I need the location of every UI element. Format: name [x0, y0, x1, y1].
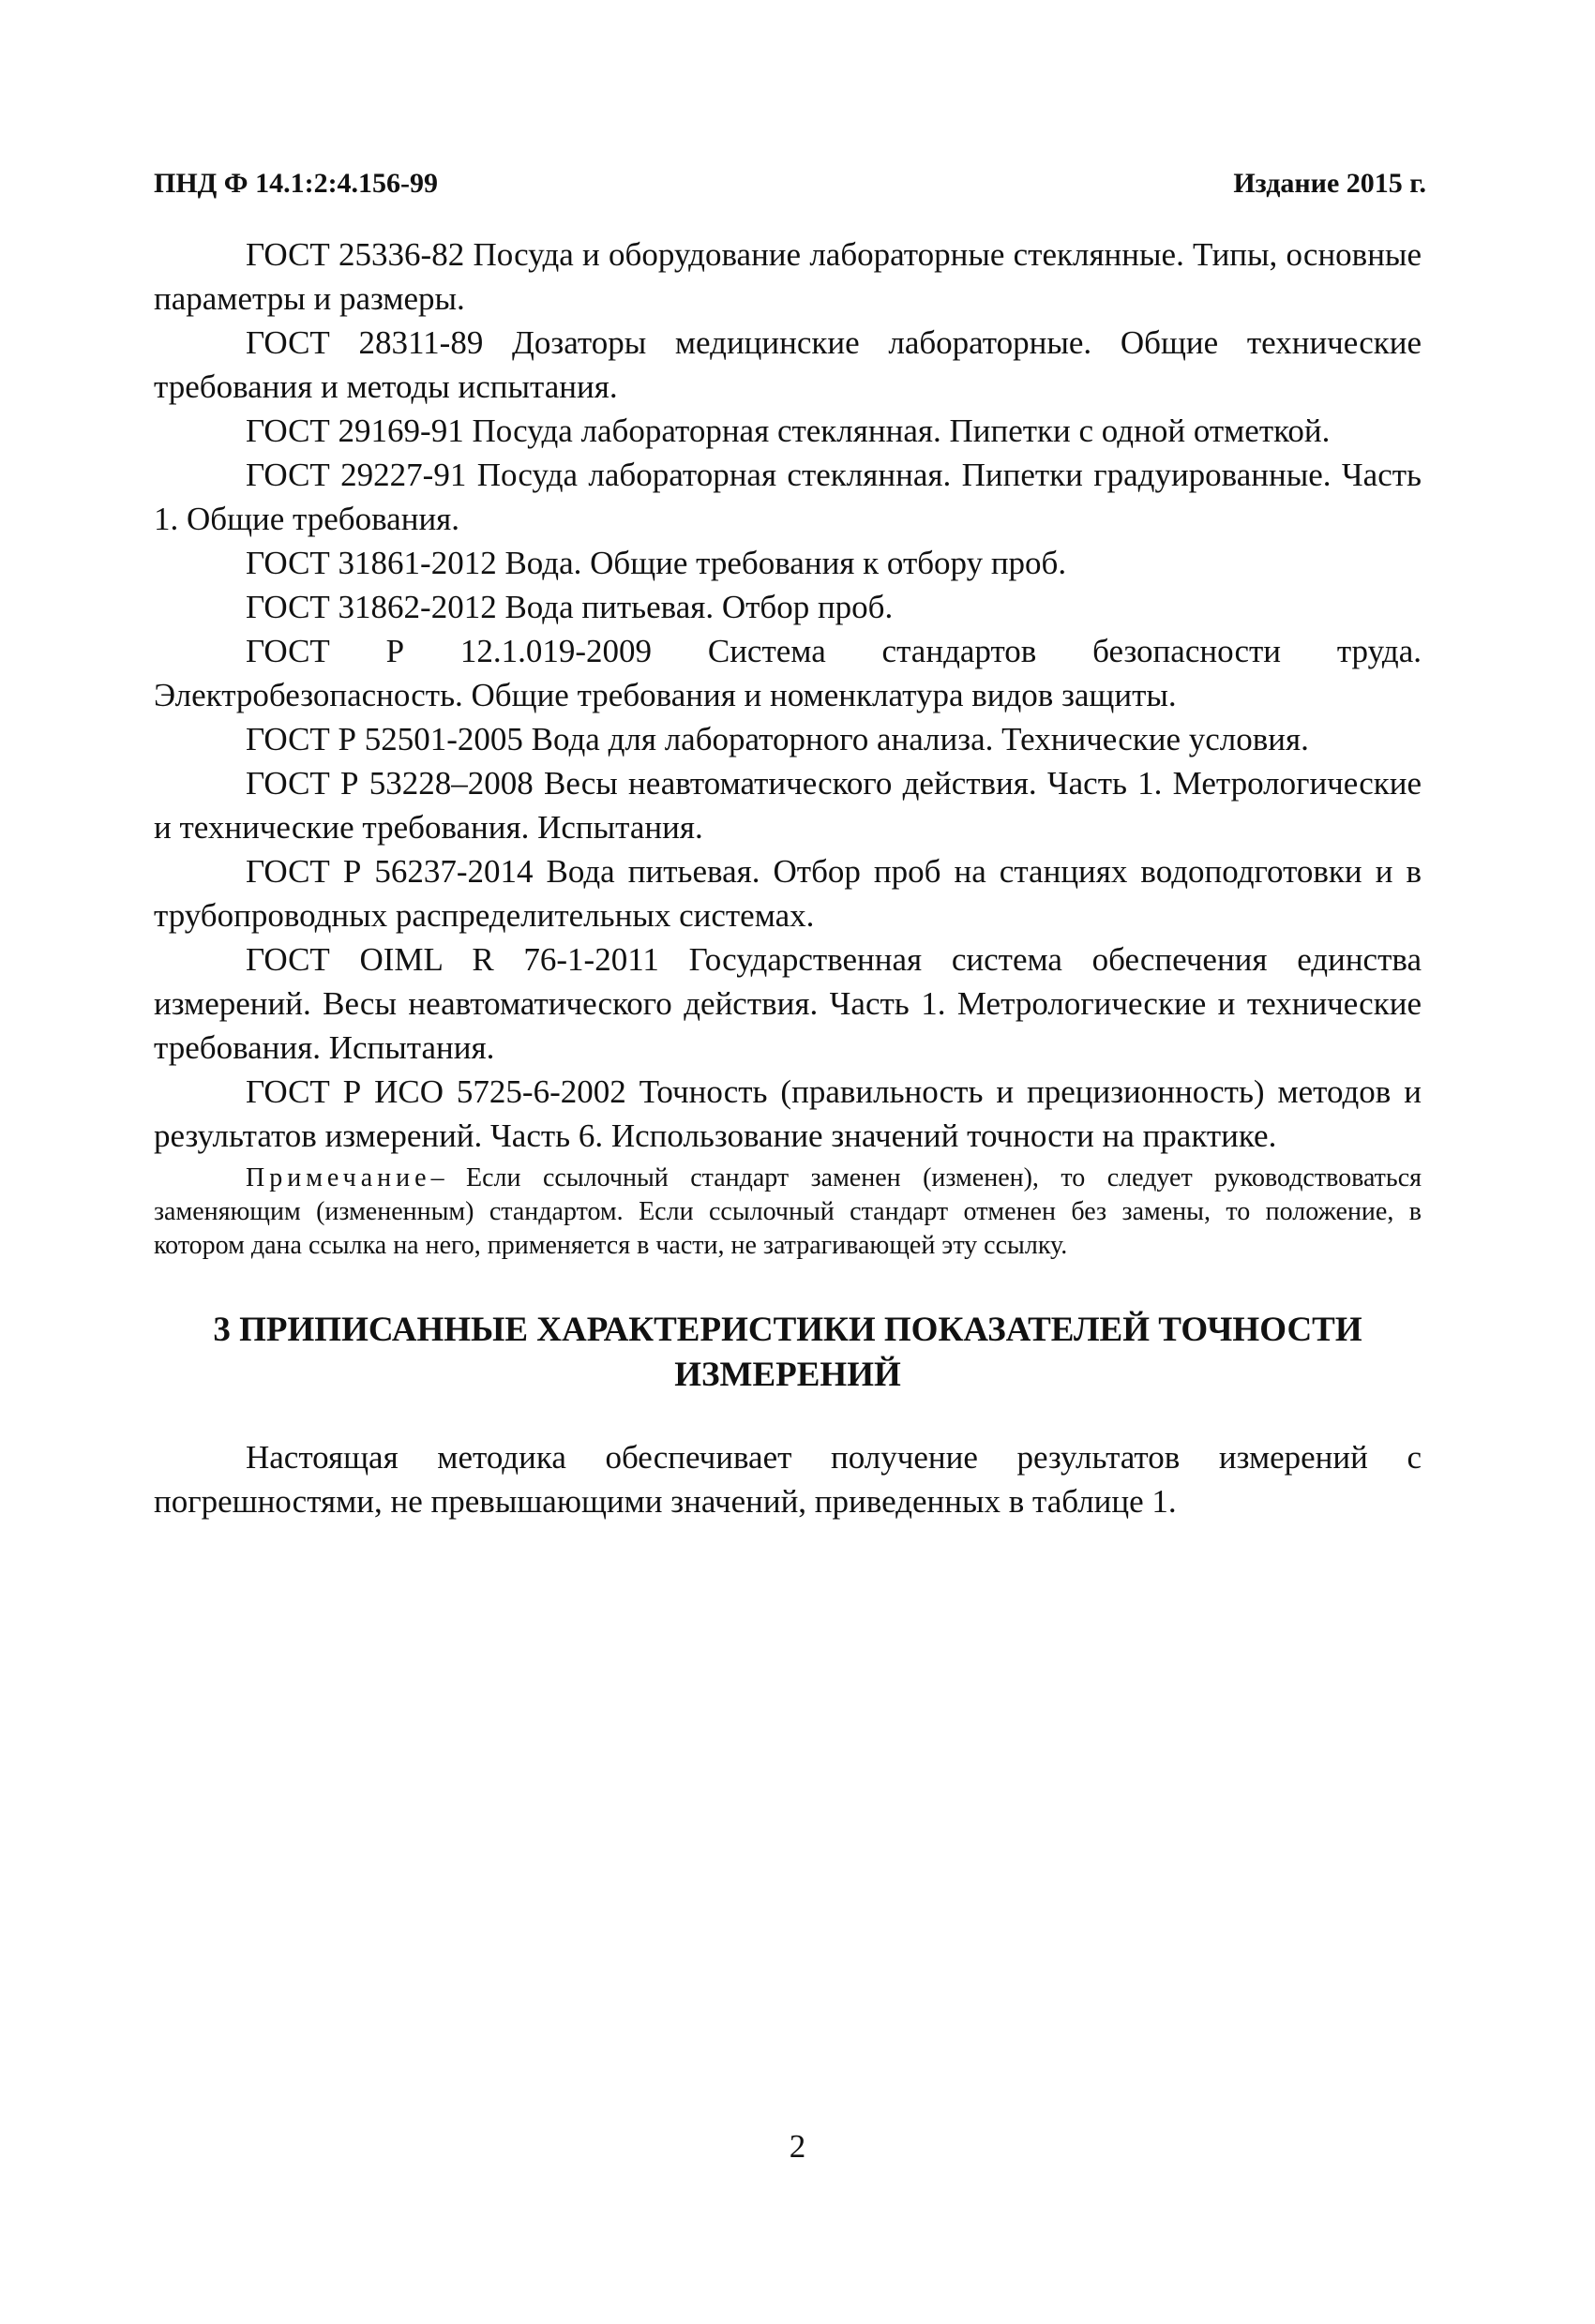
reference-item: ГОСТ Р ИСО 5725-6-2002 Точность (правильность и прецизионность) методов и результатов измерений. Часть 6. Использование значений точности на практике. [154, 1073, 1422, 1154]
reference-item: ГОСТ 28311-89 Дозаторы медицинские лабораторные. Общие технические требования и методы испытания. [154, 324, 1422, 405]
reference-item: ГОСТ 25336-82 Посуда и оборудование лабораторные стеклянные. Типы, основные параметры и размеры. [154, 236, 1422, 317]
document-code: ПНД Ф 14.1:2:4.156-99 [154, 168, 439, 199]
reference-item: ГОСТ OIML R 76-1-2011 Государственная система обеспечения единства измерений. Весы неавтоматического действия. Часть 1. Метрологические и технические требования. Испытания. [154, 941, 1422, 1066]
reference-item: ГОСТ 29169-91 Посуда лабораторная стеклянная. Пипетки с одной отметкой. [246, 412, 1331, 449]
reference-item: ГОСТ Р 52501-2005 Вода для лабораторного анализа. Технические условия. [246, 721, 1309, 757]
reference-item: ГОСТ 31862-2012 Вода питьевая. Отбор проб. [246, 589, 894, 625]
note-label: Примечание [246, 1163, 431, 1192]
reference-item: ГОСТ Р 56237-2014 Вода питьевая. Отбор проб на станциях водоподготовки и в трубопроводных распределительных системах. [154, 853, 1422, 934]
main-content [154, 232, 1422, 1523]
page-number: 2 [789, 2128, 806, 2165]
edition-label: Издание 2015 г. [1233, 168, 1426, 199]
section-body: Настоящая методика обеспечивает получение результатов измерений с погрешностями, не превышающими значений, приведенных в таблице 1. [154, 1439, 1422, 1520]
reference-item: ГОСТ Р 12.1.019-2009 Система стандартов безопасности труда. Электробезопасность. Общие требования и номенклатура видов защиты. [154, 633, 1422, 713]
reference-item: ГОСТ 29227-91 Посуда лабораторная стеклянная. Пипетки градуированные. Часть 1. Общие требования. [154, 457, 1422, 537]
note-paragraph [154, 1162, 1422, 1263]
section-heading: 3 ПРИПИСАННЫЕ ХАРАКТЕРИСТИКИ ПОКАЗАТЕЛЕЙ ТОЧНОСТИ ИЗМЕРЕНИЙ [213, 1311, 1362, 1394]
page-header [154, 165, 1426, 202]
reference-item: ГОСТ Р 53228–2008 Весы неавтоматического действия. Часть 1. Метрологические и технические требования. Испытания. [154, 765, 1422, 846]
note-text: – Если ссылочный стандарт заменен (изменен), то следует руководствоваться заменяющим (измененным) стандартом. Если ссылочный стандарт отменен без замены, то положение, в котором дана ссылка на него, применяется в части, не затрагивающей эту ссылку. [154, 1163, 1422, 1260]
reference-item: ГОСТ 31861-2012 Вода. Общие требования к отбору проб. [246, 545, 1067, 581]
